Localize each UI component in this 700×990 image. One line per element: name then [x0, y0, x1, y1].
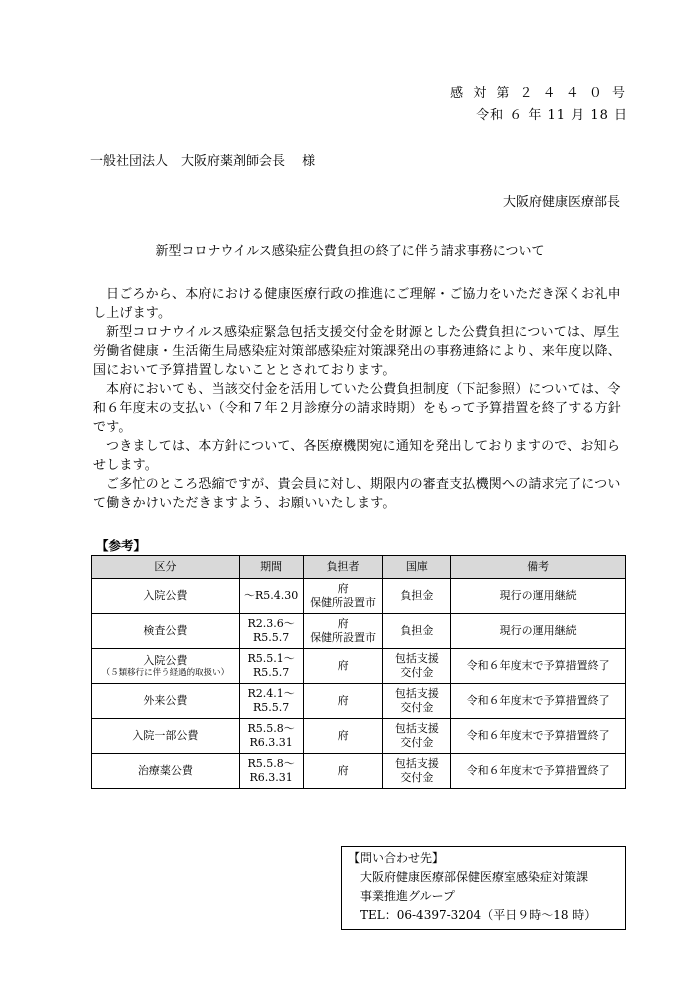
reference-table: [91, 555, 626, 789]
category-label: 検査公費: [143, 624, 188, 637]
cell-remarks: 現行の運用継続: [451, 614, 626, 649]
cell-period: R5.5.8～ R6.3.31: [239, 754, 303, 789]
cell-category: [92, 719, 240, 754]
cell-payer: 府: [303, 649, 383, 684]
cell-remarks: 令和６年度末で予算措置終了: [451, 719, 626, 754]
table-header-row: [92, 556, 626, 579]
cell-category: [92, 754, 240, 789]
recipient: 一般社団法人 大阪府薬剤師会長 様: [90, 154, 316, 169]
document-number: 感 対 第 ２ ４ ４ ０ 号: [450, 86, 628, 101]
category-label: 入院公費: [143, 589, 188, 602]
contact-group: 事業推進グループ: [360, 889, 456, 903]
table-row: [92, 684, 626, 719]
cell-category: [92, 579, 240, 614]
cell-period: R2.3.6～ R5.5.7: [239, 614, 303, 649]
cell-payer: 府: [303, 684, 383, 719]
category-label: 治療薬公費: [137, 764, 193, 777]
contact-department: 大阪府健康医療部保健医療室感染症対策課: [360, 870, 589, 884]
cell-period: R5.5.1～ R5.5.7: [239, 649, 303, 684]
category-note: （５類移行に伴う経過的取扱い）: [101, 667, 230, 678]
paragraph: つきましては、本方針について、各医療機関宛に通知を発出しておりますので、お知らせします。: [93, 439, 621, 473]
cell-payer: 府 保健所設置市: [303, 579, 383, 614]
cell-national: 負担金: [383, 579, 451, 614]
table-row: [92, 719, 626, 754]
table-row: [92, 754, 626, 789]
table-row: [92, 579, 626, 614]
cell-national: 包括支援 交付金: [383, 649, 451, 684]
body-text: [93, 285, 625, 513]
cell-category: [92, 614, 240, 649]
header-category: 区分: [92, 556, 240, 579]
cell-remarks: 現行の運用継続: [451, 579, 626, 614]
table-row: [92, 614, 626, 649]
cell-national: 負担金: [383, 614, 451, 649]
header-remarks: 備考: [451, 556, 626, 579]
paragraph: 日ごろから、本府における健康医療行政の推進にご理解・ご協力をいただき深くお礼申し上げます。: [93, 287, 621, 321]
paragraph: 新型コロナウイルス感染症緊急包括支援交付金を財源とした公費負担については、厚生労働省健康・生活衛生局感染症対策部感染症対策課発出の事務連絡により、来年度以降、国において予算措置しないこととされております。: [93, 325, 622, 378]
category-label: 入院一部公費: [132, 729, 199, 742]
cell-payer: 府 保健所設置市: [303, 614, 383, 649]
header-payer: 負担者: [303, 556, 383, 579]
contact-heading: 【問い合わせ先】: [348, 851, 445, 865]
cell-category: [92, 649, 240, 684]
category-label: 外来公費: [143, 694, 188, 707]
header-period: 期間: [239, 556, 303, 579]
document-date: 令和 ６ 年 11 月 18 日: [476, 108, 628, 123]
header-national: 国庫: [383, 556, 451, 579]
table-row: [92, 649, 626, 684]
contact-box: [341, 846, 626, 930]
cell-national: 包括支援 交付金: [383, 719, 451, 754]
cell-category: [92, 684, 240, 719]
category-label: 入院公費: [143, 653, 188, 667]
cell-national: 包括支援 交付金: [383, 754, 451, 789]
cell-period: R5.5.8～ R6.3.31: [239, 719, 303, 754]
paragraph: ご多忙のところ恐縮ですが、貴会員に対し、期限内の審査支払機関への請求完了について働きかけいただきますよう、お願いいたします。: [93, 477, 621, 511]
cell-remarks: 令和６年度末で予算措置終了: [451, 684, 626, 719]
paragraph: 本府においても、当該交付金を活用していた公費負担制度（下記参照）については、令和６年度末の支払い（令和７年２月診療分の請求時期）をもって予算措置を終了する方針です。: [93, 382, 622, 435]
cell-payer: 府: [303, 719, 383, 754]
cell-national: 包括支援 交付金: [383, 684, 451, 719]
cell-remarks: 令和６年度末で予算措置終了: [451, 754, 626, 789]
sender: 大阪府健康医療部長: [502, 195, 620, 210]
reference-label: 【参考】: [96, 538, 147, 553]
contact-phone: TEL：06-4397-3204（平日９時～18 時）: [360, 908, 597, 922]
cell-period: ～R5.4.30: [239, 579, 303, 614]
cell-payer: 府: [303, 754, 383, 789]
cell-period: R2.4.1～ R5.5.7: [239, 684, 303, 719]
cell-remarks: 令和６年度末で予算措置終了: [451, 649, 626, 684]
document-title: 新型コロナウイルス感染症公費負担の終了に伴う請求事務について: [155, 244, 545, 259]
